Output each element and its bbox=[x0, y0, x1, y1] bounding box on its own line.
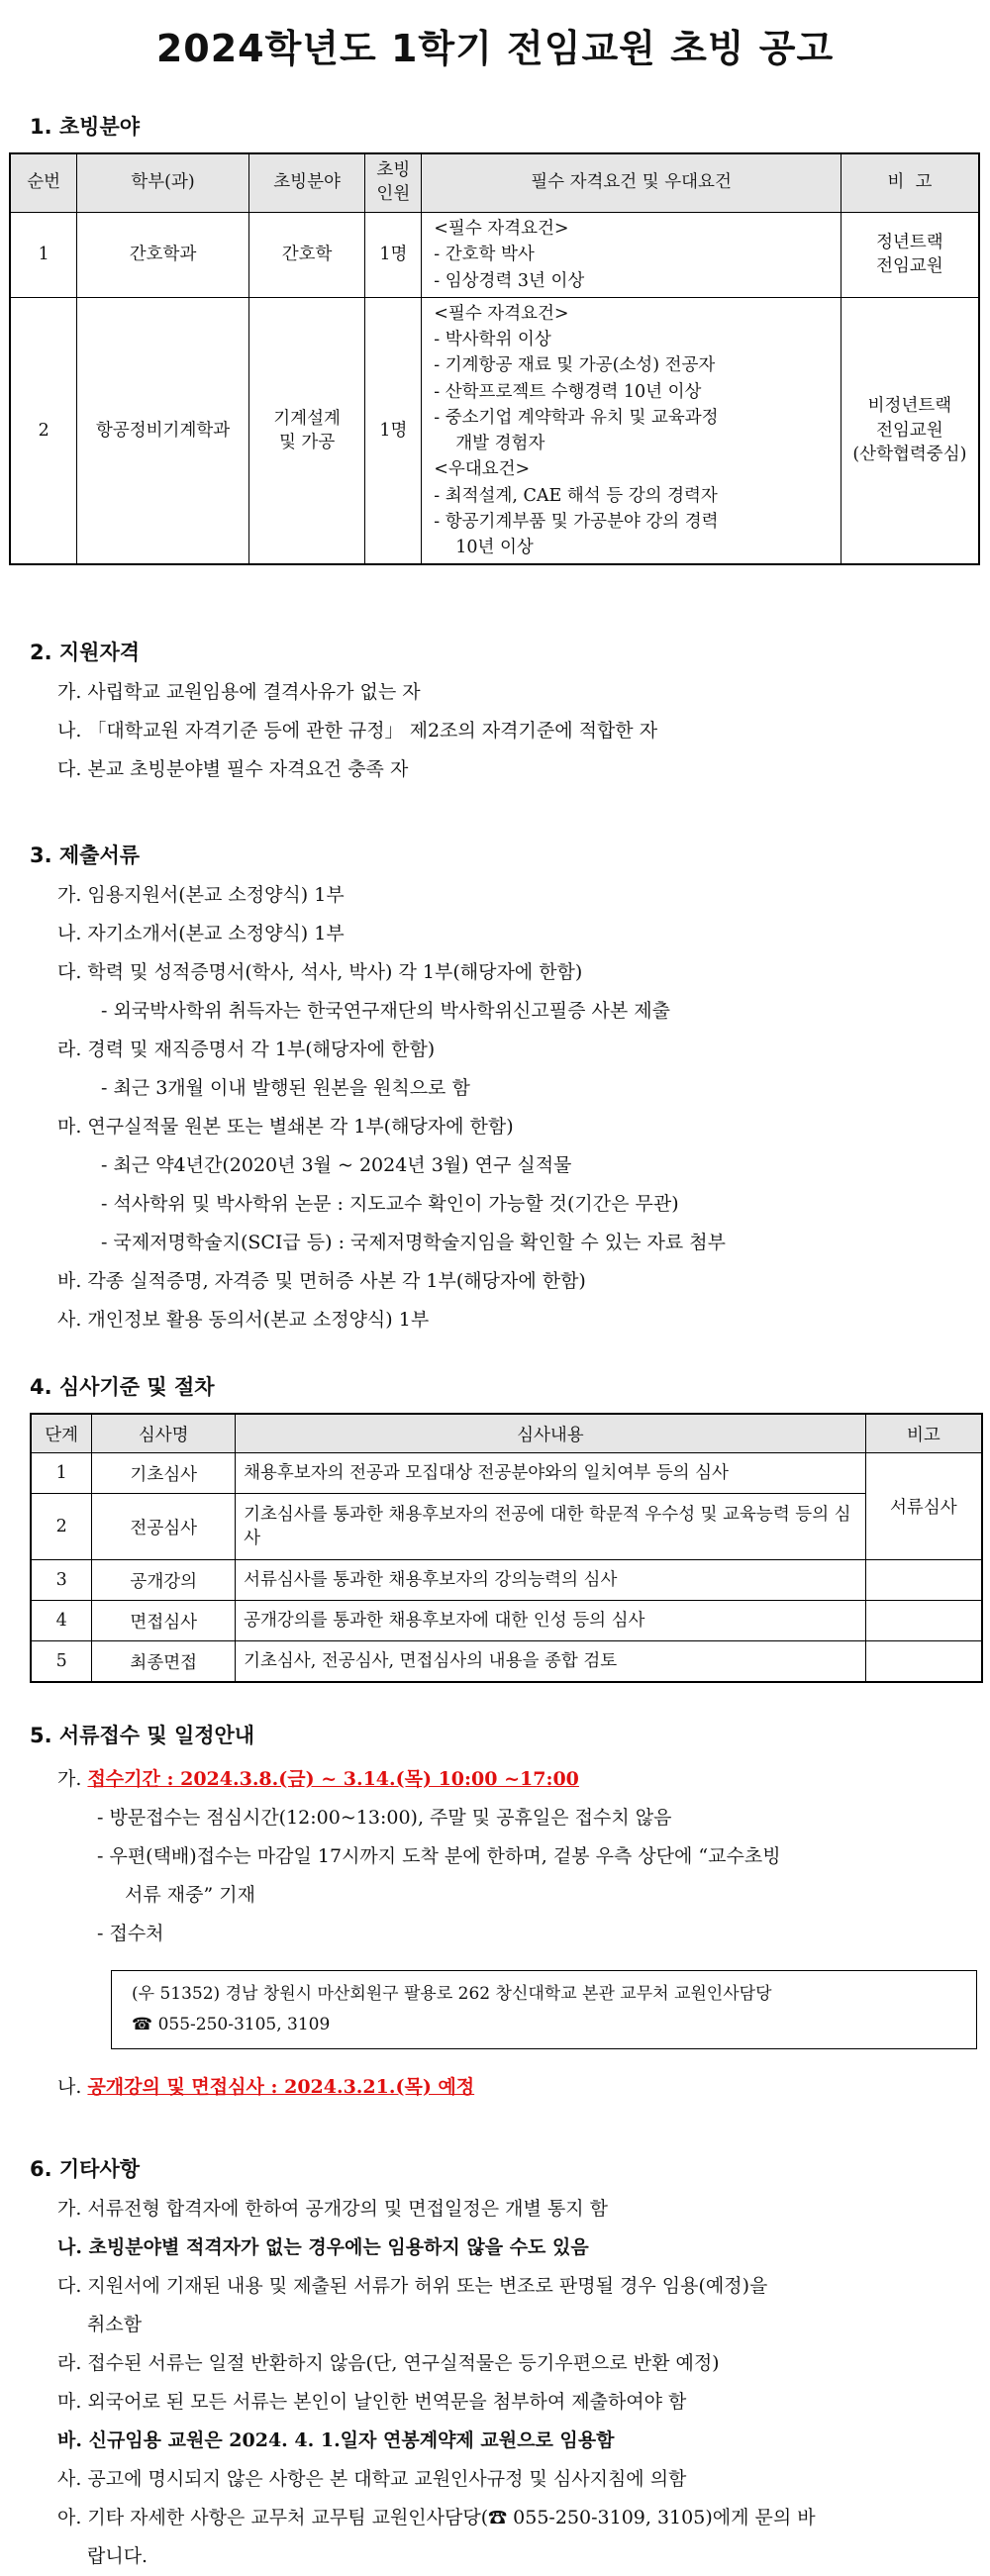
review-content: 공개강의를 통과한 채용후보자에 대한 인성 등의 심사 bbox=[236, 1601, 866, 1641]
note-line: 전임교원 bbox=[876, 256, 943, 277]
section-heading-review: 4. 심사기준 및 절차 bbox=[30, 1375, 215, 1399]
list-subitem: - 석사학위 및 박사학위 논문 : 지도교수 확인이 가능할 것(기간은 무관) bbox=[101, 1193, 679, 1215]
req-line: - 최적설계, CAE 해석 등 강의 경력자 bbox=[434, 485, 718, 506]
list-item: 아. 기타 자세한 사항은 교무처 교무팀 교원인사담당(☎ 055-250-3109, 3105)에게 문의 바 bbox=[57, 2507, 816, 2528]
note-line: 비정년트랙 bbox=[867, 396, 952, 417]
req-line: 10년 이상 bbox=[455, 538, 534, 557]
review-step: 3 bbox=[31, 1560, 92, 1601]
review-note-empty bbox=[865, 1641, 982, 1683]
header-count: 초빙 인원 bbox=[365, 153, 422, 213]
page-title: 2024학년도 1학기 전임교원 초빙 공고 bbox=[155, 27, 835, 70]
note-line: (산학협력중심) bbox=[852, 445, 967, 465]
section-heading-schedule: 5. 서류접수 및 일정안내 bbox=[30, 1724, 255, 1747]
etc-list bbox=[57, 2190, 816, 2576]
list-item: 바. 각종 실적증명, 자격증 및 면허증 사본 각 1부(해당자에 한함) bbox=[57, 1270, 586, 1292]
row-no: 2 bbox=[10, 297, 77, 564]
header-field: 초빙분야 bbox=[248, 153, 365, 213]
list-subitem: - 우편(택배)접수는 마감일 17시까지 도착 분에 한하며, 겉봉 우측 상단에 “교수초빙 bbox=[97, 1845, 781, 1867]
recruitment-table bbox=[9, 152, 980, 565]
review-content: 채용후보자의 전공과 모집대상 전공분야와의 일치여부 등의 심사 bbox=[236, 1453, 866, 1494]
list-subitem: - 최근 3개월 이내 발행된 원본을 원칙으로 함 bbox=[101, 1077, 470, 1099]
table-row bbox=[31, 1453, 982, 1494]
review-note-empty bbox=[865, 1560, 982, 1601]
review-table bbox=[30, 1413, 983, 1683]
field-line: 기계설계 bbox=[273, 408, 341, 429]
row-field bbox=[248, 297, 365, 564]
list-item bbox=[57, 1760, 781, 1799]
header-dept: 학부(과) bbox=[77, 153, 248, 213]
table-row bbox=[10, 297, 979, 564]
req-line: <필수 자격요건> bbox=[434, 219, 569, 239]
note-line: 정년트랙 bbox=[876, 232, 943, 252]
list-subitem: 취소함 bbox=[87, 2314, 143, 2335]
review-step: 4 bbox=[31, 1601, 92, 1641]
item-prefix: 나. bbox=[57, 2076, 88, 2098]
review-content: 기초심사, 전공심사, 면접심사의 내용을 종합 검토 bbox=[236, 1641, 866, 1683]
row-requirements bbox=[422, 297, 842, 564]
review-content: 기초심사를 통과한 채용후보자의 전공에 대한 학문적 우수성 및 교육능력 등의 심사 bbox=[236, 1494, 866, 1560]
list-item: 사. 공고에 명시되지 않은 사항은 본 대학교 교원인사규정 및 심사지침에 의함 bbox=[57, 2468, 687, 2490]
list-item: 라. 접수된 서류는 일절 반환하지 않음(단, 연구실적물은 등기우편으로 반환 예정) bbox=[57, 2352, 720, 2374]
header-review-content: 심사내용 bbox=[236, 1414, 866, 1453]
note-line: 전임교원 bbox=[876, 420, 943, 441]
review-note: 서류심사 bbox=[865, 1453, 982, 1560]
list-item: 가. 임용지원서(본교 소정양식) 1부 bbox=[57, 884, 345, 906]
review-table-header bbox=[31, 1414, 982, 1453]
list-item: 나. 「대학교원 자격기준 등에 관한 규정」 제2조의 자격기준에 적합한 자 bbox=[57, 720, 658, 742]
header-note: 비 고 bbox=[841, 153, 979, 213]
list-subitem: 서류 재중” 기재 bbox=[125, 1884, 255, 1906]
section-heading-recruitment-field: 1. 초빙분야 bbox=[30, 115, 141, 139]
req-line: - 박사학위 이상 bbox=[434, 330, 551, 349]
review-content: 서류심사를 통과한 채용후보자의 강의능력의 심사 bbox=[236, 1560, 866, 1601]
list-item: 마. 외국어로 된 모든 서류는 본인이 날인한 번역문을 첨부하여 제출하여야 함 bbox=[57, 2391, 687, 2413]
header-review-name: 심사명 bbox=[92, 1414, 236, 1453]
review-name: 공개강의 bbox=[92, 1560, 236, 1601]
row-count: 1명 bbox=[365, 297, 422, 564]
header-review-note: 비고 bbox=[865, 1414, 982, 1453]
header-step: 단계 bbox=[31, 1414, 92, 1453]
table-row bbox=[31, 1601, 982, 1641]
review-step: 2 bbox=[31, 1494, 92, 1560]
row-dept: 항공정비기계학과 bbox=[77, 297, 248, 564]
list-item: 가. 서류전형 합격자에 한하여 공개강의 및 면접일정은 개별 통지 함 bbox=[57, 2198, 608, 2220]
review-name: 기초심사 bbox=[92, 1453, 236, 1494]
table-row bbox=[31, 1641, 982, 1683]
req-line: - 간호학 박사 bbox=[434, 245, 535, 265]
req-line: 개발 경험자 bbox=[455, 434, 545, 453]
req-line: - 기계항공 재료 및 가공(소성) 전공자 bbox=[434, 355, 716, 376]
address-box bbox=[111, 1970, 977, 2049]
recruitment-table-header bbox=[10, 153, 979, 213]
row-dept: 간호학과 bbox=[77, 213, 248, 298]
review-name: 최종면접 bbox=[92, 1641, 236, 1683]
schedule-list bbox=[57, 1760, 781, 1953]
row-requirements bbox=[422, 213, 842, 298]
table-row bbox=[10, 213, 979, 298]
review-step: 5 bbox=[31, 1641, 92, 1683]
list-item: 나. 자기소개서(본교 소정양식) 1부 bbox=[57, 923, 345, 944]
row-count: 1명 bbox=[365, 213, 422, 298]
row-note bbox=[841, 297, 979, 564]
address-text: (우 51352) 경남 창원시 마산회원구 팔용로 262 창신대학교 본관 교무처 교원인사담당 bbox=[132, 1984, 772, 2004]
item-prefix: 가. bbox=[57, 1768, 88, 1790]
list-subitem: 랍니다. bbox=[87, 2545, 148, 2567]
list-item: 나. 초빙분야별 적격자가 없는 경우에는 임용하지 않을 수도 있음 bbox=[57, 2236, 589, 2258]
section-heading-qualification: 2. 지원자격 bbox=[30, 641, 141, 664]
review-note-empty bbox=[865, 1601, 982, 1641]
list-item: 라. 경력 및 재직증명서 각 1부(해당자에 한함) bbox=[57, 1039, 436, 1060]
row-no: 1 bbox=[10, 213, 77, 298]
phone-line bbox=[132, 2010, 956, 2040]
list-subitem: - 국제저명학술지(SCI급 등) : 국제저명학술지임을 확인할 수 있는 자료 첨부 bbox=[101, 1232, 726, 1253]
list-subitem: - 외국박사학위 취득자는 한국연구재단의 박사학위신고필증 사본 제출 bbox=[101, 1000, 670, 1022]
interview-line bbox=[57, 2068, 474, 2107]
header-requirements: 필수 자격요건 및 우대요건 bbox=[422, 153, 842, 213]
documents-list bbox=[57, 876, 726, 1339]
list-item: 마. 연구실적물 원본 또는 별쇄본 각 1부(해당자에 한함) bbox=[57, 1116, 514, 1138]
req-line: - 중소기업 계약학과 유치 및 교육과정 bbox=[434, 407, 719, 428]
list-item: 다. 학력 및 성적증명서(학사, 석사, 박사) 각 1부(해당자에 한함) bbox=[57, 961, 583, 983]
req-line: <우대요건> bbox=[434, 459, 531, 480]
row-field: 간호학 bbox=[248, 213, 365, 298]
list-item: 사. 개인정보 활용 동의서(본교 소정양식) 1부 bbox=[57, 1309, 430, 1331]
list-subitem: - 최근 약4년간(2020년 3월 ~ 2024년 3월) 연구 실적물 bbox=[101, 1154, 572, 1176]
list-subitem: - 접수처 bbox=[97, 1923, 164, 1944]
row-note bbox=[841, 213, 979, 298]
list-item bbox=[57, 2068, 474, 2107]
req-line: - 산학프로젝트 수행경력 10년 이상 bbox=[434, 381, 702, 402]
application-period: 접수기간 : 2024.3.8.(금) ~ 3.14.(목) 10:00 ~17:00 bbox=[87, 1768, 579, 1790]
req-line: <필수 자격요건> bbox=[434, 303, 569, 324]
section-heading-documents: 3. 제출서류 bbox=[30, 843, 141, 867]
header-no: 순번 bbox=[10, 153, 77, 213]
phone-icon: ☎ bbox=[132, 2015, 153, 2034]
qualification-list bbox=[57, 673, 657, 789]
review-name: 전공심사 bbox=[92, 1494, 236, 1560]
table-row bbox=[31, 1494, 982, 1560]
table-row bbox=[31, 1560, 982, 1601]
interview-date: 공개강의 및 면접심사 : 2024.3.21.(목) 예정 bbox=[87, 2076, 475, 2098]
review-name: 면접심사 bbox=[92, 1601, 236, 1641]
list-subitem: - 방문접수는 점심시간(12:00~13:00), 주말 및 공휴일은 접수치 않음 bbox=[97, 1807, 672, 1829]
list-item: 바. 신규임용 교원은 2024. 4. 1.일자 연봉계약제 교원으로 임용함 bbox=[57, 2429, 615, 2451]
req-line: - 임상경력 3년 이상 bbox=[434, 270, 585, 291]
section-heading-etc: 6. 기타사항 bbox=[30, 2157, 141, 2181]
list-item: 다. 지원서에 기재된 내용 및 제출된 서류가 허위 또는 변조로 판명될 경우 임용(예정)을 bbox=[57, 2275, 768, 2297]
list-item: 다. 본교 초빙분야별 필수 자격요건 충족 자 bbox=[57, 758, 409, 780]
list-item: 가. 사립학교 교원임용에 결격사유가 없는 자 bbox=[57, 681, 421, 703]
req-line: - 항공기계부품 및 가공분야 강의 경력 bbox=[434, 511, 719, 532]
field-line: 및 가공 bbox=[278, 433, 336, 452]
phone-number: 055-250-3105, 3109 bbox=[157, 2015, 331, 2034]
review-step: 1 bbox=[31, 1453, 92, 1494]
